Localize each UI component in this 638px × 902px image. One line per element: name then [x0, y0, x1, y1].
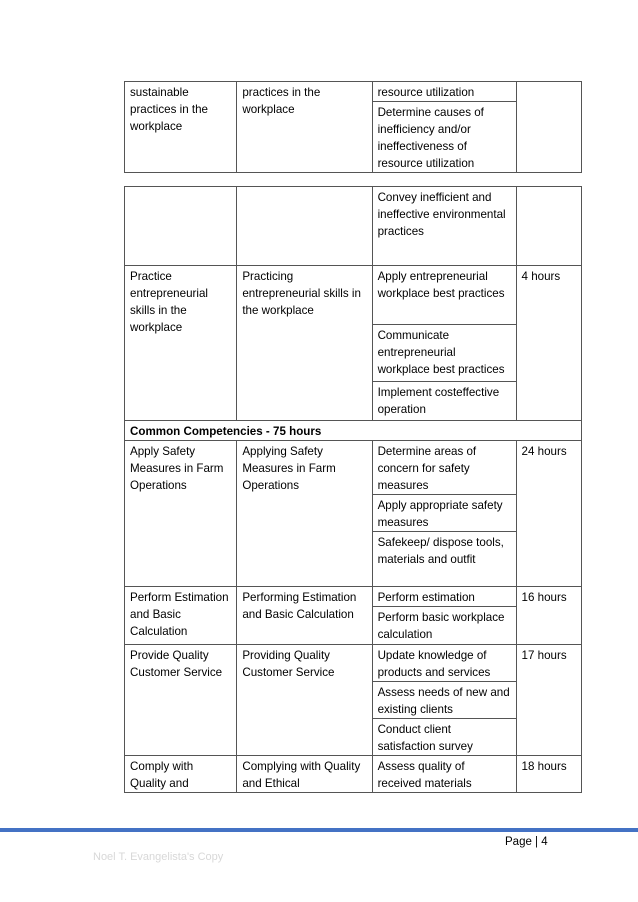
hours-cell	[516, 82, 581, 173]
unit-cell	[125, 187, 237, 266]
hours-cell: 16 hours	[516, 587, 581, 645]
unit-cell: Apply Safety Measures in Farm Operations	[125, 441, 237, 587]
module-title-cell: Performing Estimation and Basic Calculation	[237, 587, 372, 645]
module-title-cell: practices in the workplace	[237, 82, 372, 173]
hours-cell: 4 hours	[516, 266, 581, 421]
element-cell: Implement costeffective operation	[372, 382, 516, 421]
element-cell: Assess needs of new and existing clients	[372, 682, 516, 719]
element-cell: Perform basic workplace calculation	[372, 607, 516, 645]
competency-table-continued	[124, 81, 582, 173]
element-cell: Determine areas of concern for safety measures	[372, 441, 516, 495]
module-title-cell: Complying with Quality and Ethical	[237, 756, 372, 793]
element-cell: Perform estimation	[372, 587, 516, 607]
module-title-cell: Practicing entrepreneurial skills in the workplace	[237, 266, 372, 421]
section-header: Common Competencies - 75 hours	[125, 421, 582, 441]
unit-cell: Practice entrepreneurial skills in the workplace	[125, 266, 237, 421]
page-number: Page | 4	[505, 836, 548, 848]
unit-cell: sustainable practices in the workplace	[125, 82, 237, 173]
hours-cell: 18 hours	[516, 756, 581, 793]
watermark: Noel T. Evangelista's Copy	[93, 851, 224, 863]
competency-table	[124, 186, 582, 793]
hours-cell: 17 hours	[516, 645, 581, 756]
element-cell: Conduct client satisfaction survey	[372, 719, 516, 756]
hours-cell	[516, 187, 581, 266]
module-title-cell	[237, 187, 372, 266]
footer-divider	[0, 828, 638, 832]
element-cell: Communicate entrepreneurial workplace best practices	[372, 325, 516, 382]
element-cell: Apply entrepreneurial workplace best practices	[372, 266, 516, 325]
element-cell: Update knowledge of products and services	[372, 645, 516, 682]
hours-cell: 24 hours	[516, 441, 581, 587]
unit-cell: Provide Quality Customer Service	[125, 645, 237, 756]
element-cell: Determine causes of inefficiency and/or ineffectiveness of resource utilization	[372, 102, 516, 173]
module-title-cell: Applying Safety Measures in Farm Operations	[237, 441, 372, 587]
module-title-cell: Providing Quality Customer Service	[237, 645, 372, 756]
element-cell: Apply appropriate safety measures	[372, 495, 516, 532]
unit-cell: Comply with Quality and	[125, 756, 237, 793]
element-cell: Assess quality of received materials	[372, 756, 516, 793]
element-cell: Convey inefficient and ineffective environmental practices	[372, 187, 516, 266]
element-cell: Safekeep/ dispose tools, materials and outfit	[372, 532, 516, 587]
element-cell: resource utilization	[372, 82, 516, 102]
unit-cell: Perform Estimation and Basic Calculation	[125, 587, 237, 645]
